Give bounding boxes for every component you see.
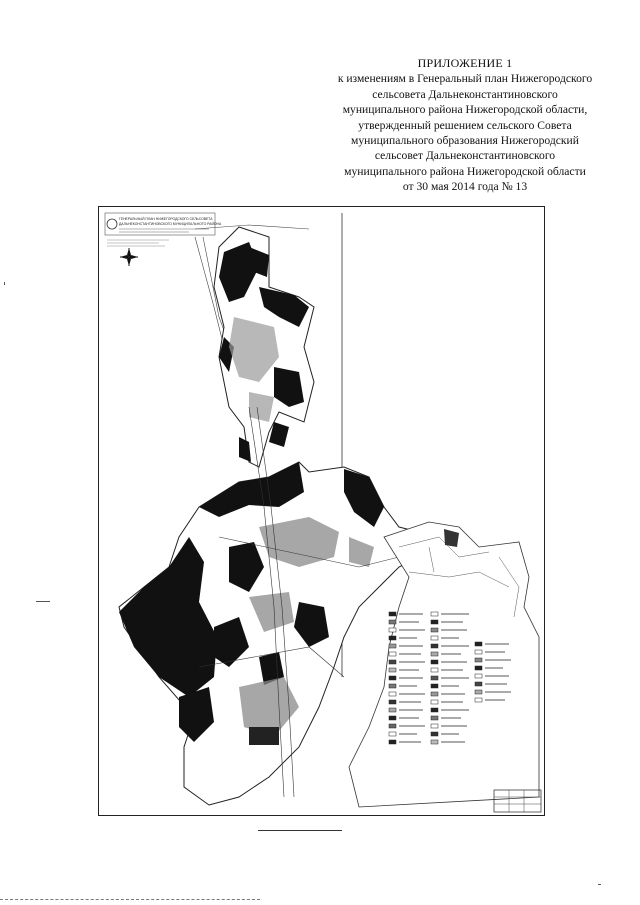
header-line: муниципального района Нижегородской области, — [342, 103, 588, 117]
header-line: муниципального образования Нижегородский — [351, 134, 579, 148]
header-line: от 30 мая 2014 года № 13 — [402, 180, 528, 194]
header-line: к изменениям в Генеральный план Нижегородского — [337, 72, 593, 86]
map-title-line: ДАЛЬНЕКОНСТАНТИНОВСКОГО МУНИЦИПАЛЬНОГО РАЙОНА — [119, 222, 222, 226]
scan-speck — [4, 282, 5, 285]
divider-line — [258, 830, 342, 831]
scan-speck — [36, 601, 50, 602]
header-line: утвержденный решением сельского Совета — [358, 118, 572, 132]
compass-rose-icon — [120, 248, 138, 266]
appendix-header — [300, 56, 630, 195]
industrial-block — [249, 727, 279, 745]
header-line: муниципального района Нижегородской области — [344, 164, 586, 178]
header-line: сельсовет Дальнеконстантиновского — [374, 149, 556, 163]
scan-edge — [0, 899, 260, 901]
header-line: сельсовета Дальнеконстантиновского — [372, 87, 558, 101]
scan-speck — [598, 884, 601, 885]
map-title-line: ГЕНЕРАЛЬНЫЙ ПЛАН НИЖЕГОРОДСКОГО СЕЛЬСОВЕТА — [119, 217, 213, 221]
map-drawing — [99, 207, 544, 815]
appendix-title: ПРИЛОЖЕНИЕ 1 — [417, 56, 513, 70]
master-plan-map — [98, 206, 545, 816]
map-title-block — [105, 213, 222, 246]
